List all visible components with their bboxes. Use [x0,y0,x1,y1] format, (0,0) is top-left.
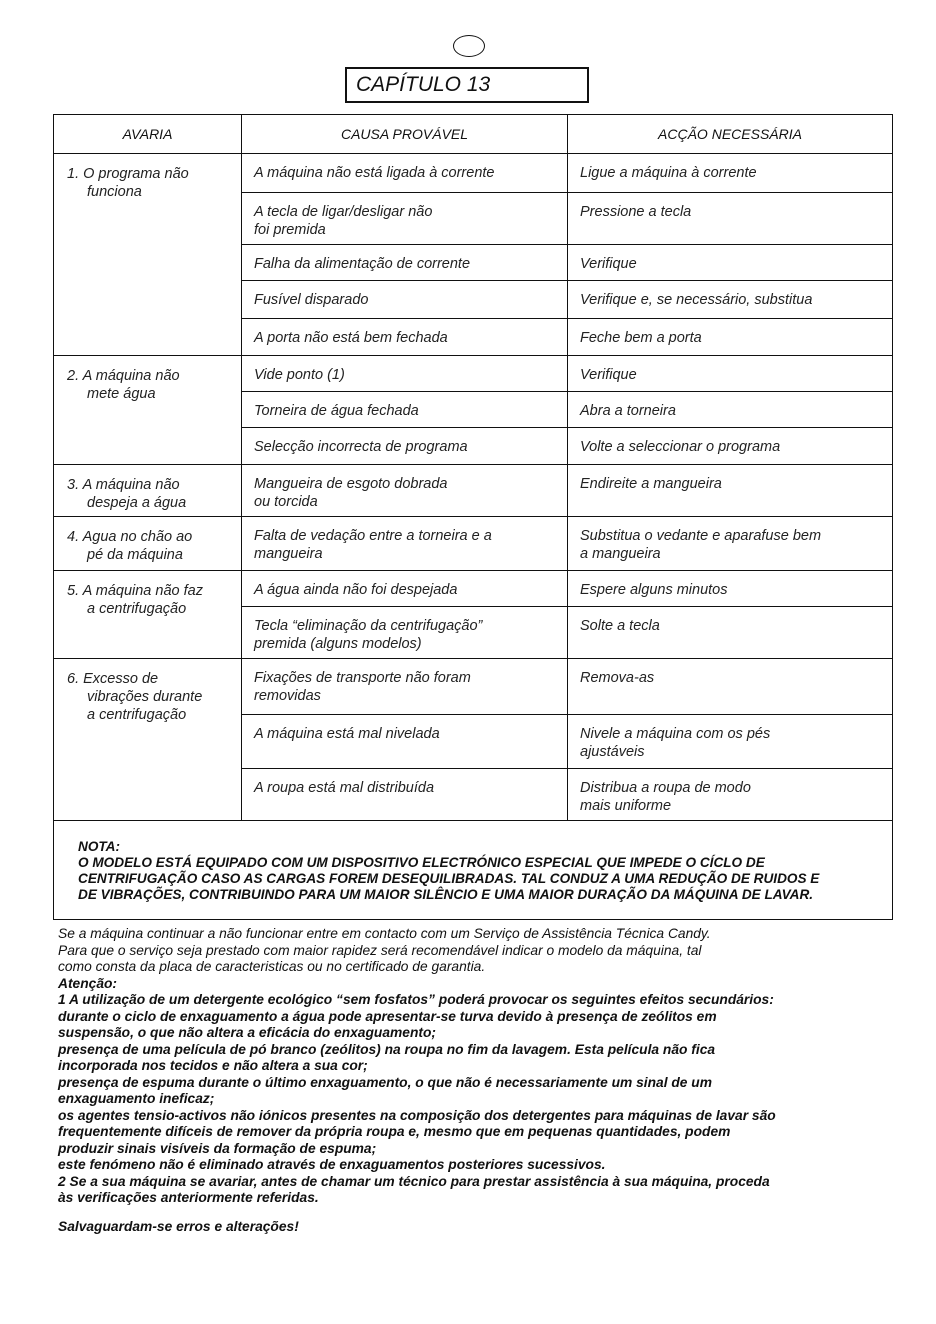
attention-text: 1 A utilização de um detergente ecológico “sem fosfatos” poderá provocar os seguintes efeitos secundários: durante o ciclo de enxaguamento a água pode apresentar-se turva devido à presença de zeólitos em suspensão, o que não altera a eficácia do enxaguamento; presença de uma película de pó branco (zeólitos) na roupa no fim da lavagem. Esta película não fica incorporada nos tecidos e não altera a sua cor; presença de espuma durante o último enxaguamento, o que não é necessariamente um sinal de um enxaguamento ineficaz; os agentes tensio-activos não iónicos presentes na composição dos detergentes para máquinas de lavar são frequentemente difíceis de remover da própria roupa e, mesmo que em pequenas quantidades, podem produzir sinais visíveis da formação de espuma; este fenómeno não é eliminado através de enxaguamentos posteriores sucessivos. 2 Se a sua máquina se avariar, antes de chamar um técnico para prestar assistência à sua máquina, proceda às verificações anteriormente referidas. [58,992,776,1205]
cause-cell: A porta não está bem fechada [242,319,568,355]
header-action: ACÇÃO NECESSÁRIA [658,126,802,142]
table-row [242,715,892,769]
action-cell: Nivele a máquina com os pés ajustáveis [580,726,771,760]
fault-name-line2: despeja a água [87,495,187,511]
fault-name [54,465,242,516]
cause-cell: Tecla “eliminação da centrifugação” premida (alguns modelos) [242,607,568,658]
fault-name [54,356,242,464]
chapter-title: CAPÍTULO 13 [345,67,589,103]
cause-cell: Mangueira de esgoto dobrada ou torcida [242,465,568,516]
attention-title: Atenção: [58,975,118,991]
header-fault: AVARIA [54,115,242,153]
fault-name [54,154,242,355]
language-marker-oval [453,35,485,57]
fault-name-line1: 1. O programa não [67,166,189,182]
table-row [242,281,892,319]
table-row [242,154,892,193]
action-cell: Ligue a máquina à corrente [580,165,757,181]
action-cell: Verifique e, se necessário, substitua [580,292,813,308]
fault-group [54,154,892,356]
table-row [242,571,892,607]
fault-name-line2: a centrifugação [87,601,187,617]
table-row [242,607,892,658]
cause-cell: A máquina não está ligada à corrente [242,154,568,192]
action-cell: Verifique [580,256,637,272]
body-text [58,926,888,1235]
action-cell: Endireite a mangueira [580,476,722,492]
cause-cell: A máquina está mal nivelada [242,715,568,768]
table-row [242,769,892,820]
fault-name-line1: 6. Excesso de [67,671,159,687]
cause-cell: A tecla de ligar/desligar não foi premida [242,193,568,244]
cause-cell: A roupa está mal distribuída [242,769,568,820]
fault-name-line1: 2. A máquina não [67,368,180,384]
fault-name-line2: vibrações durante a centrifugação [87,689,203,723]
intro-paragraph: Se a máquina continuar a não funcionar entre em contacto com um Serviço de Assistência Técnica Candy. Para que o serviço seja prestado com maior rapidez será recomendável indicar o modelo da máquina, tal como consta da placa de caracteristicas ou no certificado de garantia. [58,926,711,974]
action-cell: Solte a tecla [580,618,660,634]
table-row [242,465,892,516]
cause-cell: Torneira de água fechada [242,392,568,427]
cause-cell: Falha da alimentação de corrente [242,245,568,280]
fault-name-line2: mete água [87,386,156,402]
table-row [242,193,892,245]
action-cell: Volte a seleccionar o programa [580,439,781,455]
action-cell: Substitua o vedante e aparafuse bem a mangueira [580,528,822,562]
action-cell: Remova-as [580,670,655,686]
fault-group [54,659,892,821]
table-row [242,659,892,715]
action-cell: Feche bem a porta [580,330,702,346]
cause-cell: Fixações de transporte não foram removidas [242,659,568,714]
troubleshooting-table [53,114,893,920]
action-cell: Verifique [580,367,637,383]
table-row [242,356,892,392]
action-cell: Distribua a roupa de modo mais uniforme [580,780,751,814]
fault-name [54,659,242,820]
fault-group [54,517,892,571]
cause-cell: Selecção incorrecta de programa [242,428,568,464]
table-header [54,115,892,154]
cause-cell: Falta de vedação entre a torneira e a mangueira [242,517,568,570]
table-row [242,392,892,428]
note-text: O MODELO ESTÁ EQUIPADO COM UM DISPOSITIVO ELECTRÓNICO ESPECIAL QUE IMPEDE O CÍCLO DE CENTRIFUGAÇÃO CASO AS CARGAS FOREM DESEQUILIBRADAS. TAL CONDUZ A UMA REDUÇÃO DE RUIDOS E DE VIBRAÇÕES, CONTRIBUINDO PARA UM MAIOR SILÊNCIO E UMA MAIOR DURAÇÃO DA MÁQUINA DE LAVAR. [78,855,820,902]
note-title: NOTA: [78,839,121,854]
fault-name-line1: 3. A máquina não [67,477,180,493]
cause-cell: A água ainda não foi despejada [242,571,568,606]
fault-group [54,356,892,465]
header-cause: CAUSA PROVÁVEL [242,115,568,153]
table-row [242,245,892,281]
fault-name-line1: 5. A máquina não faz [67,583,203,599]
note-box [54,821,892,919]
fault-name-line1: 4. Agua no chão ao [67,529,193,545]
table-row [242,319,892,355]
action-cell: Abra a torneira [580,403,676,419]
fault-group [54,465,892,517]
fault-name [54,571,242,658]
fault-name-line2: funciona [87,184,142,200]
disclaimer: Salvaguardam-se erros e alterações! [58,1218,299,1234]
cause-cell: Vide ponto (1) [242,356,568,391]
action-cell: Espere alguns minutos [580,582,728,598]
table-row [242,428,892,464]
action-cell: Pressione a tecla [580,204,692,220]
cause-cell: Fusível disparado [242,281,568,318]
fault-name [54,517,242,570]
table-row [242,517,892,570]
fault-name-line2: pé da máquina [87,547,183,563]
fault-group [54,571,892,659]
